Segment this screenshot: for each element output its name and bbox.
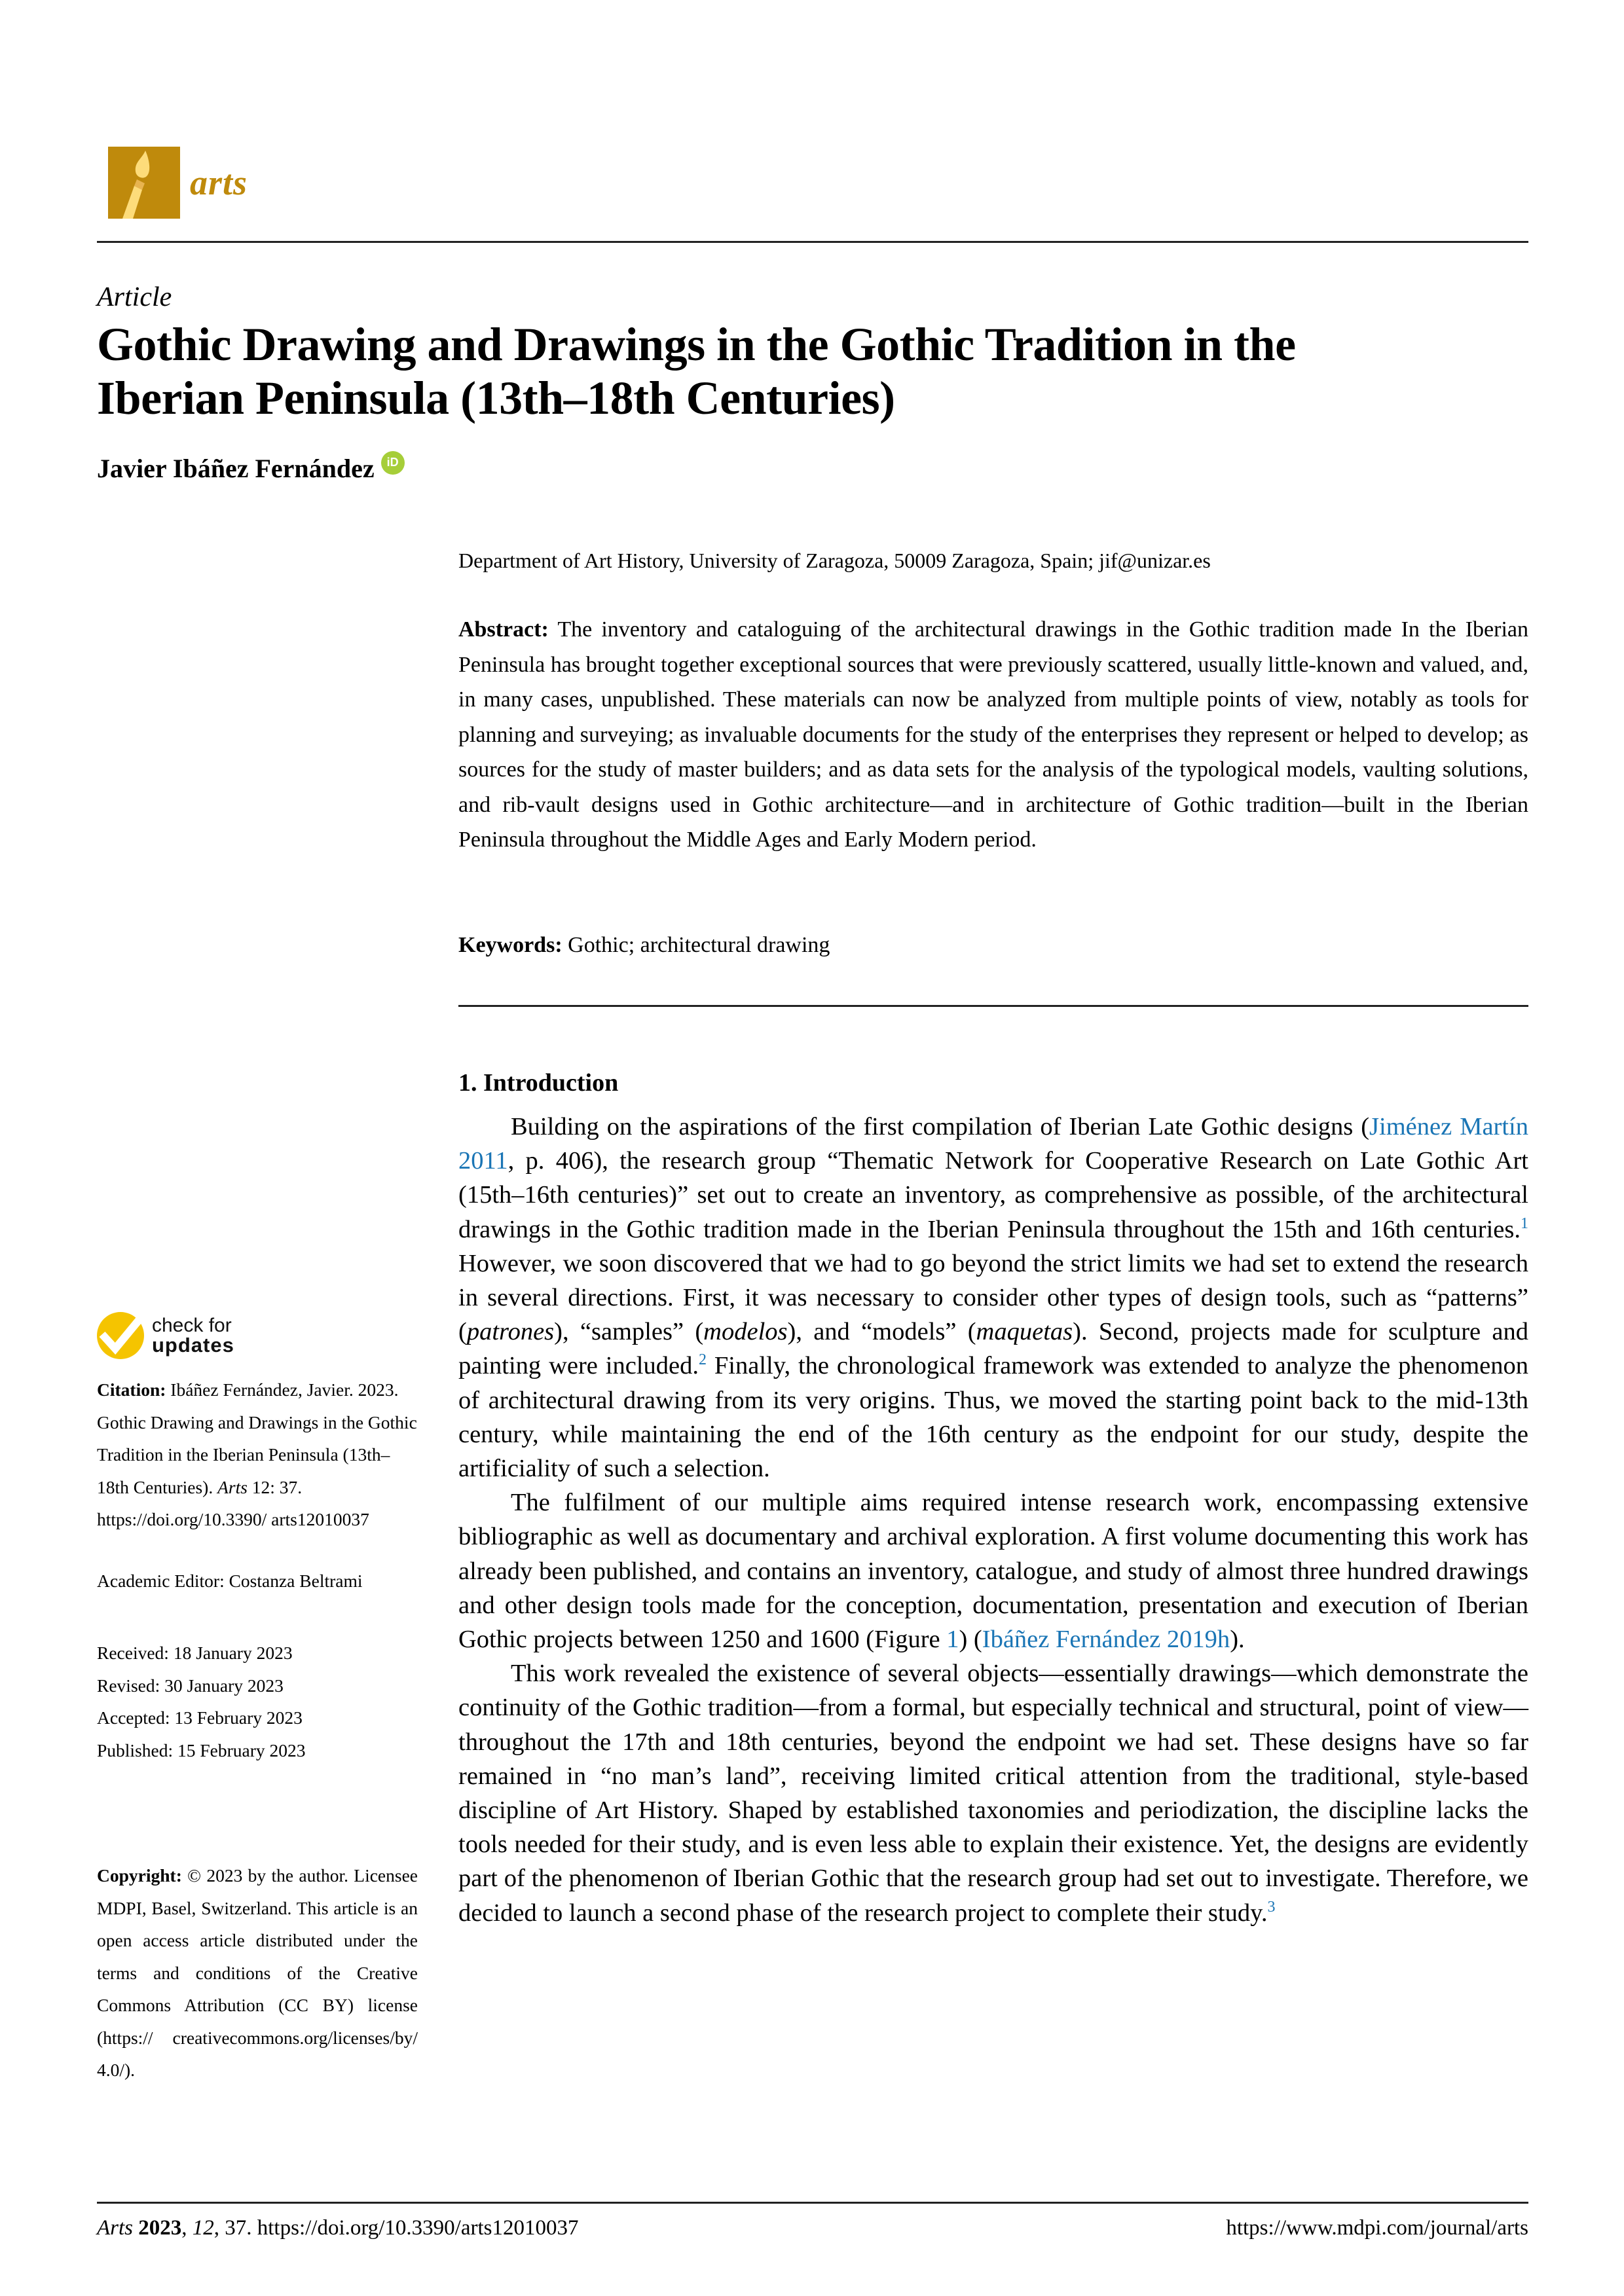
paragraph [458, 1485, 1528, 1656]
citation-doi[interactable]: 12: 37. https://doi.org/10.3390/ arts12010037 [97, 1476, 369, 1529]
check-for-updates-label [152, 1316, 234, 1355]
keywords-label: Keywords: [458, 933, 563, 957]
orcid-icon[interactable]: iD [381, 451, 405, 475]
footer-doi[interactable]: , 37. https://doi.org/10.3390/arts12010037 [213, 2216, 579, 2240]
cfu-top-text: check for [152, 1315, 232, 1336]
date-received: Received: 18 January 2023 [97, 1643, 293, 1663]
date-published: Published: 15 February 2023 [97, 1740, 306, 1760]
abstract-label: Abstract: [458, 617, 549, 642]
affiliation: Department of Art History, University of Zaragoza, 50009 Zaragoza, Spain; jif@unizar.es [458, 549, 1211, 572]
citation-link[interactable]: Ibáñez Fernández 2019h [982, 1626, 1230, 1654]
copyright-notice [97, 1859, 418, 2086]
citation-label: Citation: [97, 1379, 166, 1400]
section-title: 1. Introduction [458, 1069, 619, 1097]
abstract [458, 612, 1528, 858]
text: The fulfilment of our multiple aims required intense research work, encompassing extensive bibliographic as well as documentary and archival exploration. A first volume documenting this work has already been published, and contains an inventory, catalogue, and study of almost three hundred drawings and other design tools made for the conception, documentation, presentation and execution of Iberian Gothic projects between 1250 and 1600 (Figure [458, 1489, 1528, 1654]
header-divider [97, 241, 1528, 243]
italic-term: patrones [466, 1318, 555, 1346]
date-revised: Revised: 30 January 2023 [97, 1675, 284, 1696]
footer-divider [97, 2202, 1528, 2204]
footer-citation: Arts 2023, 12, 37. https://doi.org/10.3390/arts12010037 [97, 2216, 579, 2240]
citation [97, 1374, 418, 1536]
citation-link[interactable]: Jiménez Martín 2011 [458, 1113, 1528, 1175]
citation-text: Ibáñez Fernández, Javier. 2023. Gothic Drawing and Drawings in the Gothic Tradition in the Iberian Peninsula (13th–18th Centuries). [97, 1379, 417, 1497]
italic-term: maquetas [976, 1318, 1073, 1346]
text: ) ( [959, 1626, 982, 1654]
text: ). [1230, 1626, 1245, 1654]
title-line-2: Iberian Peninsula (13th–18th Centuries) [97, 372, 895, 424]
footnote-link[interactable]: 2 [698, 1351, 707, 1369]
footnote-link[interactable]: 3 [1267, 1898, 1276, 1916]
paragraph [458, 1656, 1528, 1930]
footer-journal: Arts [97, 2216, 134, 2240]
text: , p. 406), the research group “Thematic Network for Cooperative Research on Late Gothic Art (15th–16th centuries)” set out to create an inventory, as comprehensive as possible, of the architectural drawings in the Gothic tradition made in the Iberian Peninsula throughout the 15th and 16th centuries. [458, 1147, 1528, 1243]
paragraph [458, 1110, 1528, 1485]
figure-link[interactable]: 1 [946, 1626, 959, 1654]
text: This work revealed the existence of several objects—essentially drawings—which demonstrate the continuity of the Gothic tradition—from a formal, but especially technical and structural, point of view—throughout the 17th and 18th centuries, beyond the endpoint we had set. These designs have so far remained in “no man’s land”, receiving limited critical attention from the traditional, style-based discipline of Art History. Shaped by established taxonomies and periodization, the discipline lacks the tools needed for their study, and is even less able to explain their existence. Yet, the designs are evidently part of the phenomenon of Iberian Gothic that the research group had set out to investigate. Therefore, we decided to launch a second phase of the research project to complete their study. [458, 1660, 1528, 1927]
cfu-bottom-text: updates [152, 1334, 234, 1357]
abstract-divider [458, 1005, 1528, 1007]
copyright-label: Copyright: [97, 1865, 182, 1886]
text: Finally, the chronological framework was extended to analyze the phenomenon of architectural drawing from its very origins. Thus, we moved the starting point back to the mid-13th century, while maintaining the end of the 16th century as the endpoint for our study, despite the artificiality of such a selection. [458, 1352, 1528, 1483]
author [97, 453, 405, 484]
article-type: Article [97, 282, 172, 312]
abstract-text: The inventory and cataloguing of the architectural drawings in the Gothic tradition made In the Iberian Peninsula has brought together exceptional sources that were previously scattered, usually little-known and valued, and, in many cases, unpublished. These materials can now be analyzed from multiple points of view, notably as tools for planning and surveying; as invaluable documents for the study of the enterprises they represent or helped to develop; as sources for the study of master builders; and as data sets for the analysis of the typological models, vaulting solutions, and rib-vault designs used in Gothic architecture—and in architecture of Gothic tradition—built in the Iberian Peninsula throughout the Middle Ages and Early Modern period. [458, 617, 1528, 852]
journal-name: arts [190, 163, 248, 202]
text: ), and “models” ( [787, 1318, 976, 1346]
keywords [458, 933, 1528, 958]
publication-dates [97, 1637, 418, 1766]
journal-logo [108, 147, 180, 219]
footnote-link[interactable]: 1 [1521, 1214, 1528, 1232]
author-name[interactable]: Javier Ibáñez Fernández [97, 454, 375, 483]
check-for-updates-badge[interactable] [97, 1312, 234, 1359]
citation-journal: Arts [217, 1476, 248, 1497]
checkmark-icon [97, 1312, 144, 1359]
academic-editor: Academic Editor: Costanza Beltrami [97, 1571, 363, 1591]
footer-year: 2023 [138, 2216, 182, 2240]
footer-volume: 12 [192, 2216, 214, 2240]
italic-term: modelos [703, 1318, 788, 1346]
date-accepted: Accepted: 13 February 2023 [97, 1707, 303, 1728]
text: ), “samples” ( [554, 1318, 704, 1346]
keywords-text: Gothic; architectural drawing [568, 933, 830, 957]
text: ). Second, projects made for sculpture and painting were included. [458, 1318, 1528, 1380]
title-line-1: Gothic Drawing and Drawings in the Gothic Tradition in the [97, 318, 1296, 371]
copyright-text: © 2023 by the author. Licensee MDPI, Basel, Switzerland. This article is an open access article distributed under the terms and conditions of the Creative Commons Attribution (CC BY) license (https:// creativecommons.org/licenses/by/ 4.0/). [97, 1865, 418, 2080]
text: However, we soon discovered that we had to go beyond the strict limits we had set to extend the research in several directions. First, it was necessary to consider other types of design tools, such as “patterns” ( [458, 1249, 1528, 1346]
text: Building on the aspirations of the first compilation of Iberian Late Gothic designs ( [511, 1113, 1370, 1140]
paper-title [97, 318, 1538, 425]
paintbrush-icon [108, 147, 180, 219]
body-text [458, 1110, 1528, 1930]
footer-journal-url[interactable]: https://www.mdpi.com/journal/arts [1226, 2216, 1528, 2240]
